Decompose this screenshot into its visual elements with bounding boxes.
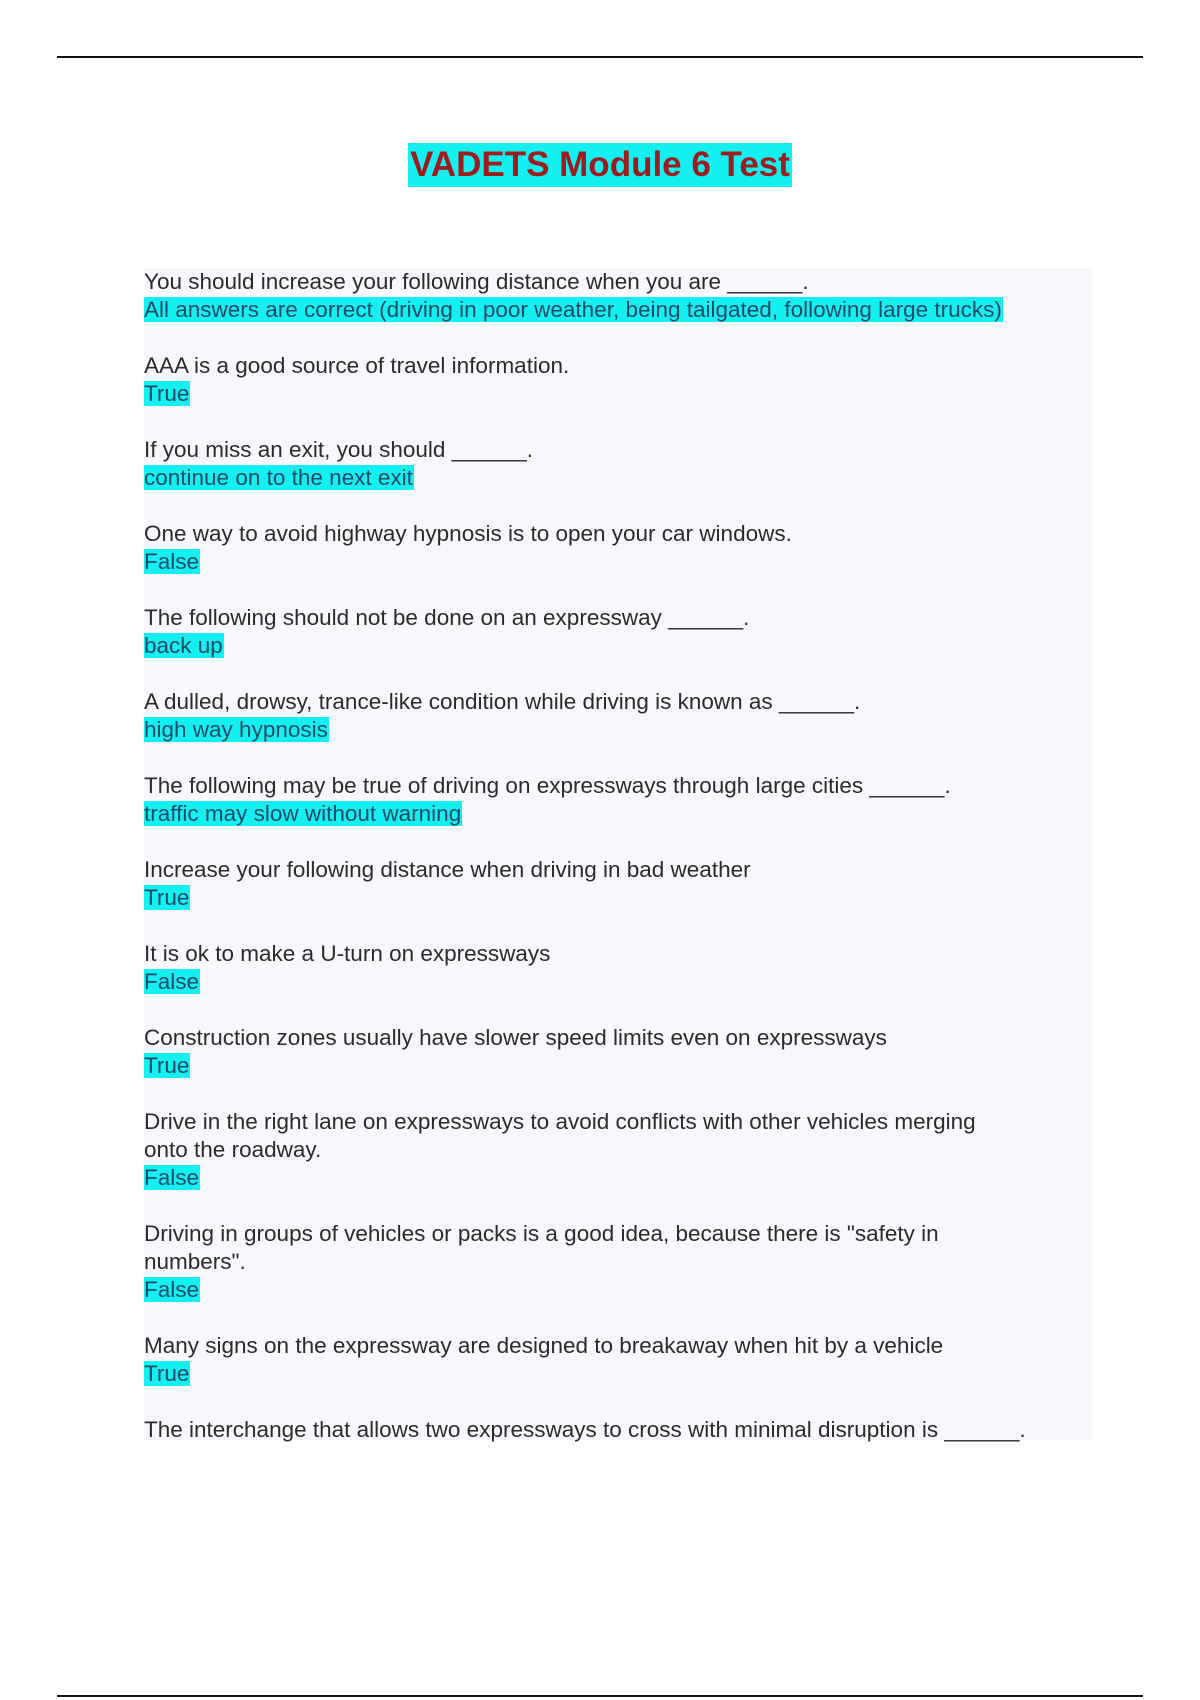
answer-text: True <box>144 885 190 910</box>
qa-item <box>144 1108 1092 1192</box>
question-text: You should increase your following distance when you are ______. <box>144 269 809 294</box>
question-text: Increase your following distance when driving in bad weather <box>144 857 751 882</box>
document-title: VADETS Module 6 Test <box>408 143 792 187</box>
qa-item <box>144 268 1092 324</box>
question-text: Construction zones usually have slower speed limits even on expressways <box>144 1025 887 1050</box>
qa-item <box>144 856 1092 912</box>
answer-text: All answers are correct (driving in poor weather, being tailgated, following large trucks) <box>144 297 1002 322</box>
answer-text: True <box>144 1053 190 1078</box>
qa-item <box>144 772 1092 828</box>
answer-text: False <box>144 549 200 574</box>
answer-text: False <box>144 1165 200 1190</box>
qa-item <box>144 1332 1092 1388</box>
question-text: Many signs on the expressway are designed to breakaway when hit by a vehicle <box>144 1333 944 1358</box>
qa-item <box>144 1416 1092 1444</box>
question-text: A dulled, drowsy, trance-like condition while driving is known as ______. <box>144 689 861 714</box>
question-text: It is ok to make a U-turn on expressways <box>144 941 551 966</box>
answer-text: traffic may slow without warning <box>144 801 462 826</box>
answer-text: high way hypnosis <box>144 717 328 742</box>
answer-text: back up <box>144 633 223 658</box>
question-text: The following should not be done on an expressway ______. <box>144 605 750 630</box>
question-text: AAA is a good source of travel information. <box>144 353 570 378</box>
question-text: The interchange that allows two expressways to cross with minimal disruption is ______. <box>144 1417 1026 1442</box>
answer-text: False <box>144 969 200 994</box>
question-list <box>144 268 1092 1440</box>
qa-item <box>144 436 1092 492</box>
answer-text: True <box>144 381 190 406</box>
question-text: Driving in groups of vehicles or packs is a good idea, because there is "safety in numbers". <box>144 1221 939 1274</box>
bottom-divider <box>57 1695 1143 1697</box>
qa-item <box>144 352 1092 408</box>
question-text: One way to avoid highway hypnosis is to open your car windows. <box>144 521 792 546</box>
answer-text: continue on to the next exit <box>144 465 413 490</box>
answer-text: False <box>144 1277 200 1302</box>
top-divider <box>57 56 1143 58</box>
qa-item <box>144 1220 1092 1304</box>
qa-item <box>144 688 1092 744</box>
answer-text: True <box>144 1361 190 1386</box>
qa-item <box>144 520 1092 576</box>
question-text: Drive in the right lane on expressways to avoid conflicts with other vehicles merging onto the roadway. <box>144 1109 976 1162</box>
question-text: The following may be true of driving on expressways through large cities ______. <box>144 773 951 798</box>
qa-item <box>144 604 1092 660</box>
qa-item <box>144 1024 1092 1080</box>
qa-item <box>144 940 1092 996</box>
question-text: If you miss an exit, you should ______. <box>144 437 533 462</box>
title-container <box>0 143 1200 187</box>
